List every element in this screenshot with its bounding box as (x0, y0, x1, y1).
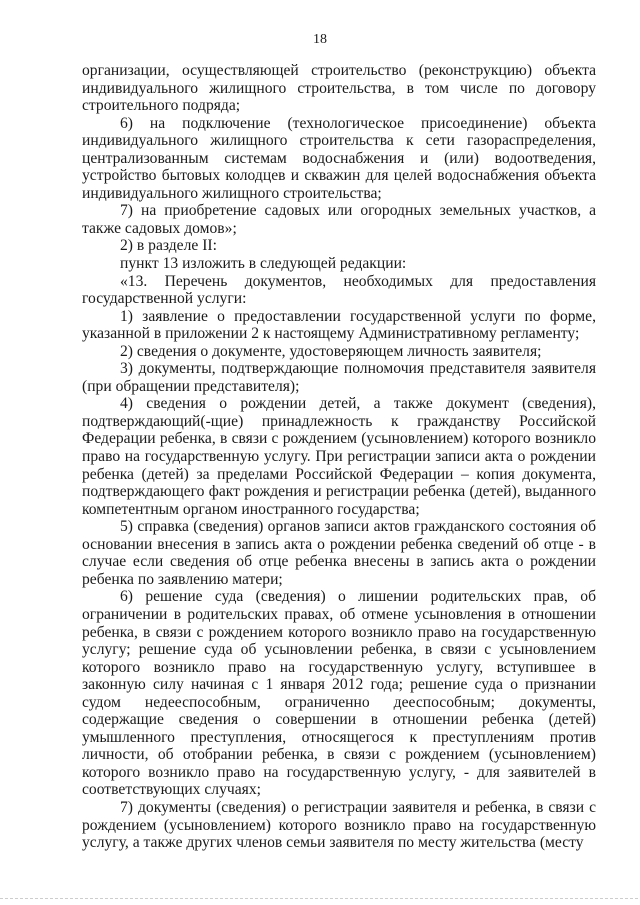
page-number: 18 (313, 32, 327, 47)
paragraph: 7) на приобретение садовых или огородных земельных участков, а также садовых домов»; (82, 202, 596, 237)
paragraph: 4) сведения о рождении детей, а также документ (сведения), подтверждающий(-щие) принадлежность к гражданству Российской Федерации ребенка, в связи с рождением (усыновлением) которого возникло право на государственную услугу. При регистрации записи акта о рождении ребенка (детей) за пределами Российской Федерации – копия документа, подтверждающего факт рождения и регистрации ребенка (детей), выданного компетентным органом иностранного государства; (82, 395, 596, 518)
paragraph: 7) документы (сведения) о регистрации заявителя и ребенка, в связи с рождением (усыновлением) которого возникло право на государственную услугу, а также других членов семьи заявителя по месту жительства (месту (82, 798, 596, 852)
paragraph: «13. Перечень документов, необходимых для предоставления государственной услуги: (82, 272, 596, 308)
paragraph: организации, осуществляющей строительство (реконструкцию) объекта индивидуального жилищного строительства, в том числе по договору строительного подряда; (82, 62, 596, 115)
paragraph: 2) в разделе II: (120, 237, 217, 255)
document-body (82, 62, 596, 852)
paragraph: 5) справка (сведения) органов записи актов гражданского состояния об основании внесения в запись акта о рождении ребенка сведений об отце - в случае если сведения об отце ребенка внесены в запись акта о рождении ребенка по заявлению матери; (82, 518, 596, 588)
paragraph: 6) решение суда (сведения) о лишении родительских прав, об ограничении в родительских правах, об отмене усыновления в отношении ребенка, в связи с рождением которого возникло право на государственную услугу; решение суда об усыновлении ребенка, в связи с усыновлением которого возникло право на государственную услугу, вступившее в законную силу начиная с 1 января 2012 года; решение суда о признании судом недееспособным, ограниченно дееспособным; документы, содержащие сведения о совершении в отношении ребенка (детей) умышленного преступления, относящегося к преступлениям против личности, об отобрании ребенка, в связи с рождением (усыновлением) которого возникло право на государственную услугу, - для заявителей в соответствующих случаях; (82, 588, 596, 799)
paragraph: 3) документы, подтверждающие полномочия представителя заявителя (при обращении представителя); (82, 360, 596, 395)
paragraph: 6) на подключение (технологическое присоединение) объекта индивидуального жилищного строительства к сети газораспределения, централизованным системам водоснабжения и (или) водоотведения, устройство бытовых колодцев и скважин для целей водоснабжения объекта индивидуального жилищного строительства; (82, 114, 596, 202)
scan-edge-line (0, 898, 640, 899)
paragraph: пункт 13 изложить в следующей редакции: (120, 255, 407, 273)
paragraph: 2) сведения о документе, удостоверяющем личность заявителя; (120, 342, 542, 360)
paragraph: 1) заявление о предоставлении государственной услуги по форме, указанной в приложении 2 к настоящему Административному регламенту; (82, 307, 596, 343)
